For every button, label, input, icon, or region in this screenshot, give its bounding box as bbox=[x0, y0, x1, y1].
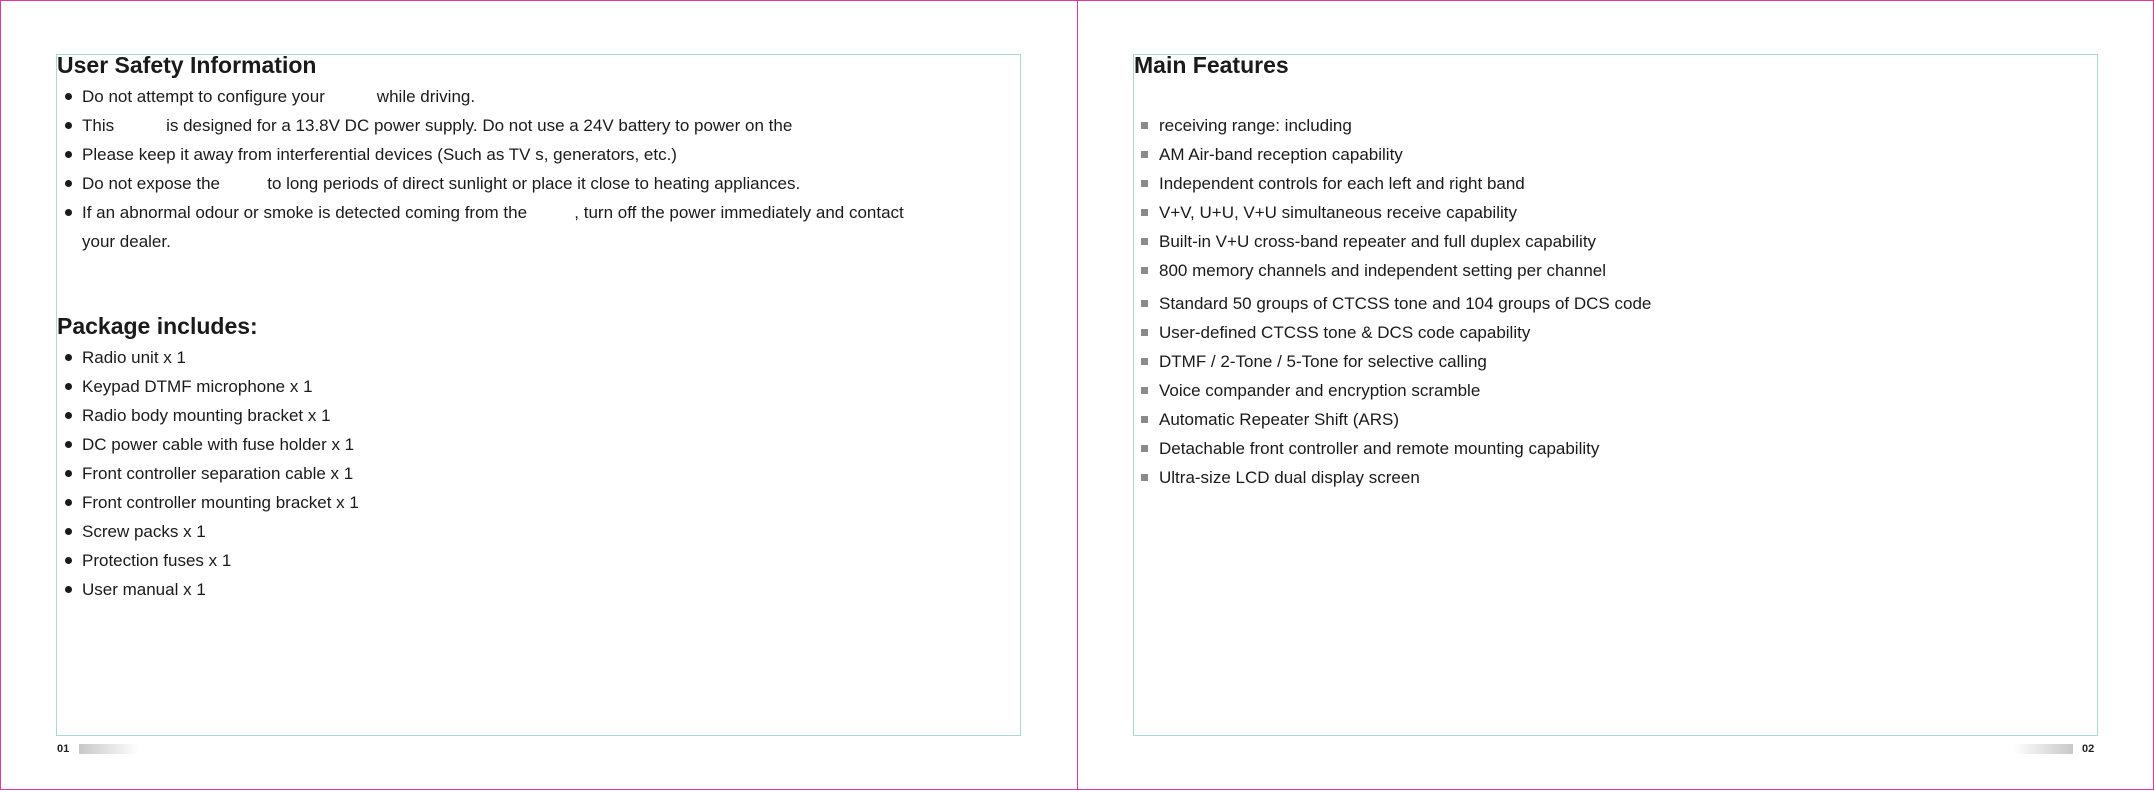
list-item: V+V, U+U, V+U simultaneous receive capability bbox=[1134, 198, 1651, 227]
list-item: AM Air-band reception capability bbox=[1134, 140, 1651, 169]
package-title: Package includes: bbox=[57, 313, 258, 339]
list-item: Ultra-size LCD dual display screen bbox=[1134, 463, 1651, 492]
list-item: Detachable front controller and remote mounting capability bbox=[1134, 434, 1651, 463]
bullet-square-icon bbox=[1141, 474, 1148, 481]
bullet-square-icon bbox=[1141, 445, 1148, 452]
features-title: Main Features bbox=[1134, 52, 1289, 78]
list-item: Keypad DTMF microphone x 1 bbox=[57, 372, 359, 401]
footer-bar-right bbox=[2013, 744, 2073, 754]
bullet-square-icon bbox=[1141, 267, 1148, 274]
list-item: DTMF / 2-Tone / 5-Tone for selective calling bbox=[1134, 347, 1651, 376]
list-item: 800 memory channels and independent setting per channel bbox=[1134, 256, 1651, 285]
list-item: If an abnormal odour or smoke is detected coming from the , turn off the power immediately and contact your dealer. bbox=[57, 198, 904, 256]
bullet-icon bbox=[65, 557, 72, 564]
list-item: Automatic Repeater Shift (ARS) bbox=[1134, 405, 1651, 434]
bullet-icon bbox=[65, 209, 72, 216]
safety-list bbox=[57, 82, 904, 256]
list-item: Radio unit x 1 bbox=[57, 343, 359, 372]
list-item: DC power cable with fuse holder x 1 bbox=[57, 430, 359, 459]
bullet-icon bbox=[65, 499, 72, 506]
bullet-square-icon bbox=[1141, 416, 1148, 423]
page-number-right: 02 bbox=[2082, 743, 2095, 755]
list-item: Radio body mounting bracket x 1 bbox=[57, 401, 359, 430]
bullet-icon bbox=[65, 151, 72, 158]
bullet-square-icon bbox=[1141, 122, 1148, 129]
bullet-icon bbox=[65, 122, 72, 129]
bullet-square-icon bbox=[1141, 238, 1148, 245]
list-item: receiving range: including bbox=[1134, 111, 1651, 140]
package-list bbox=[57, 343, 359, 604]
footer-bar-left bbox=[79, 744, 139, 754]
bullet-square-icon bbox=[1141, 151, 1148, 158]
bullet-icon bbox=[65, 93, 72, 100]
list-item: Front controller separation cable x 1 bbox=[57, 459, 359, 488]
bullet-icon bbox=[65, 441, 72, 448]
bullet-icon bbox=[65, 180, 72, 187]
list-item: Independent controls for each left and right band bbox=[1134, 169, 1651, 198]
safety-title: User Safety Information bbox=[57, 52, 317, 78]
bullet-icon bbox=[65, 354, 72, 361]
list-item: User-defined CTCSS tone & DCS code capability bbox=[1134, 318, 1651, 347]
list-item: Do not attempt to configure your while driving. bbox=[57, 82, 904, 111]
list-item: Please keep it away from interferential devices (Such as TV s, generators, etc.) bbox=[57, 140, 904, 169]
list-item: User manual x 1 bbox=[57, 575, 359, 604]
list-item: Front controller mounting bracket x 1 bbox=[57, 488, 359, 517]
bullet-square-icon bbox=[1141, 329, 1148, 336]
bullet-square-icon bbox=[1141, 180, 1148, 187]
bullet-square-icon bbox=[1141, 387, 1148, 394]
list-item: This is designed for a 13.8V DC power supply. Do not use a 24V battery to power on the bbox=[57, 111, 904, 140]
list-item: Screw packs x 1 bbox=[57, 517, 359, 546]
bullet-square-icon bbox=[1141, 300, 1148, 307]
list-item: Protection fuses x 1 bbox=[57, 546, 359, 575]
bullet-icon bbox=[65, 470, 72, 477]
list-item: Do not expose the to long periods of direct sunlight or place it close to heating appliances. bbox=[57, 169, 904, 198]
bullet-icon bbox=[65, 528, 72, 535]
bullet-icon bbox=[65, 412, 72, 419]
page-number-left: 01 bbox=[57, 743, 70, 755]
list-item: Standard 50 groups of CTCSS tone and 104 groups of DCS code bbox=[1134, 289, 1651, 318]
bullet-icon bbox=[65, 383, 72, 390]
bullet-icon bbox=[65, 586, 72, 593]
list-item: Voice compander and encryption scramble bbox=[1134, 376, 1651, 405]
list-item: Built-in V+U cross-band repeater and full duplex capability bbox=[1134, 227, 1651, 256]
bullet-square-icon bbox=[1141, 358, 1148, 365]
list-item-continuation: your dealer. bbox=[82, 232, 171, 251]
bullet-square-icon bbox=[1141, 209, 1148, 216]
features-list bbox=[1134, 111, 1651, 492]
